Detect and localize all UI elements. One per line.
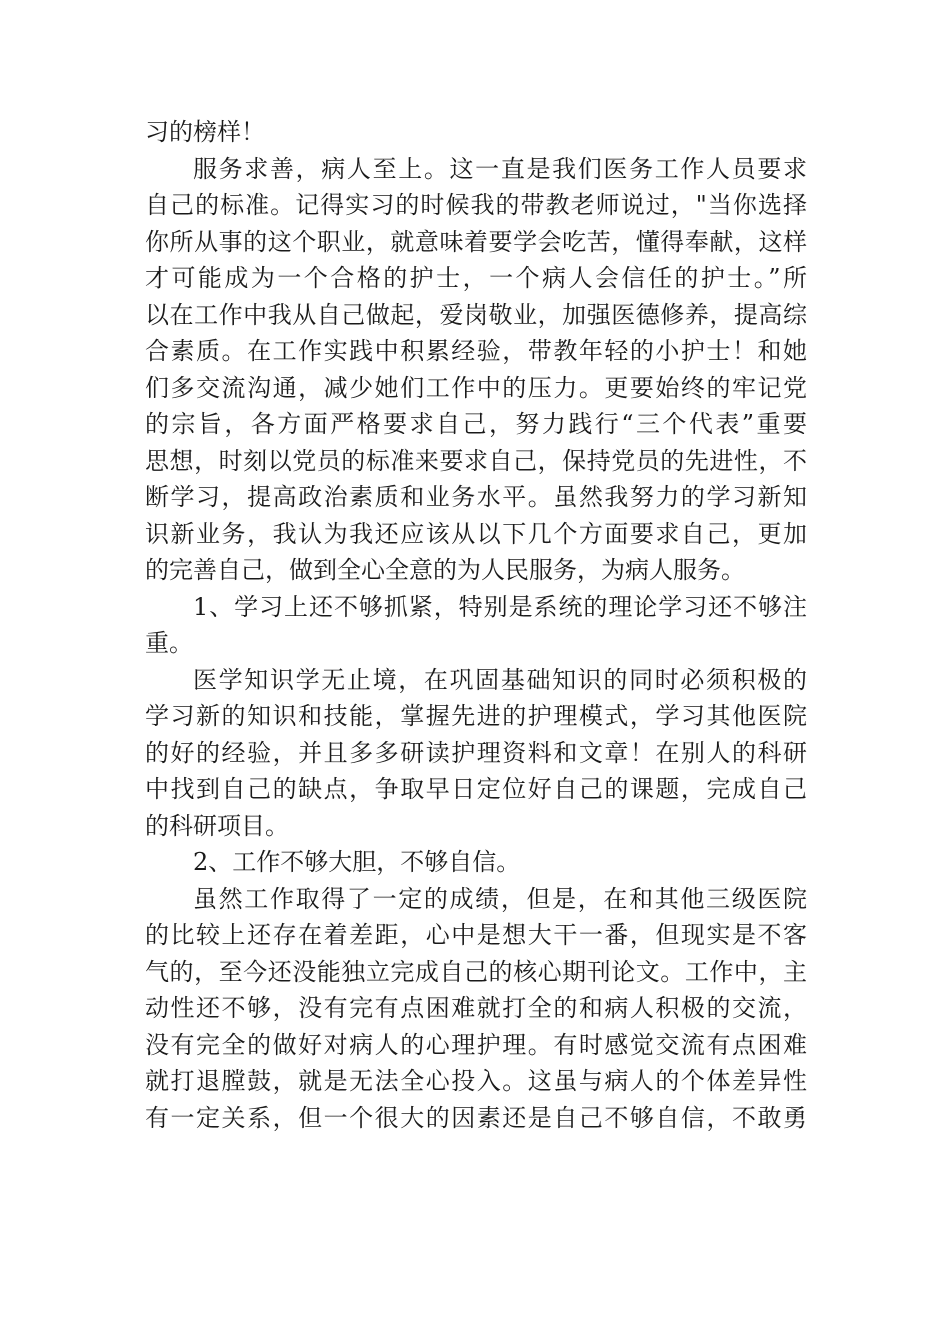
text-line: 们多交流沟通，减少她们工作中的压力。更要始终的牢记党 — [145, 373, 807, 402]
text-line: 合素质。在工作实践中积累经验，带教年轻的小护士！和她 — [145, 337, 807, 365]
text-line: 才可能成为一个合格的护士，一个病人会信任的护士。”所 — [145, 264, 807, 292]
text-line: 自己的标准。记得实习的时候我的带教老师说过，"当你选择 — [145, 191, 807, 219]
text-line: 1、学习上还不够抓紧，特别是系统的理论学习还不够注 — [193, 592, 807, 621]
text-line: 习的榜样！ — [145, 118, 265, 146]
text-line: 就打退膛鼓，就是无法全心投入。这虽与病人的个体差异性 — [145, 1067, 807, 1095]
text-line: 思想，时刻以党员的标准来要求自己，保持党员的先进性，不 — [145, 446, 807, 475]
text-line: 的科研项目。 — [145, 811, 289, 840]
text-line: 动性还不够，没有完有点困难就打全的和病人积极的交流， — [145, 994, 807, 1022]
text-line: 的宗旨，各方面严格要求自己，努力践行“三个代表”重要 — [145, 410, 807, 438]
text-line: 的完善自己，做到全心全意的为人民服务，为病人服务。 — [145, 556, 745, 584]
text-line: 虽然工作取得了一定的成绩，但是，在和其他三级医院 — [193, 884, 807, 913]
text-line: 学习新的知识和技能，掌握先进的护理模式，学习其他医院 — [145, 702, 807, 730]
text-line: 中找到自己的缺点，争取早日定位好自己的课题，完成自己 — [145, 775, 807, 803]
text-line: 的比较上还存在着差距，心中是想大干一番，但现实是不客 — [145, 921, 807, 949]
document-body — [145, 114, 807, 1136]
text-line: 断学习，提高政治素质和业务水平。虽然我努力的学习新知 — [145, 483, 807, 511]
text-line: 重。 — [145, 629, 193, 657]
text-line: 的好的经验，并且多多研读护理资料和文章！在别人的科研 — [145, 738, 807, 767]
text-line: 你所从事的这个职业，就意味着要学会吃苦，懂得奉献，这样 — [145, 227, 807, 256]
text-line: 2、工作不够大胆，不够自信。 — [193, 848, 521, 876]
text-line: 以在工作中我从自己做起，爱岗敬业，加强医德修养，提高综 — [145, 300, 807, 329]
text-line: 医学知识学无止境，在巩固基础知识的同时必须积极的 — [193, 665, 807, 694]
text-line: 没有完全的做好对病人的心理护理。有时感觉交流有点困难 — [145, 1030, 807, 1059]
text-line: 识新业务，我认为我还应该从以下几个方面要求自己，更加 — [145, 519, 807, 548]
text-line: 服务求善，病人至上。这一直是我们医务工作人员要求 — [193, 154, 807, 183]
text-line: 气的，至今还没能独立完成自己的核心期刊论文。工作中，主 — [145, 957, 807, 986]
text-line: 有一定关系，但一个很大的因素还是自己不够自信，不敢勇 — [145, 1103, 807, 1132]
